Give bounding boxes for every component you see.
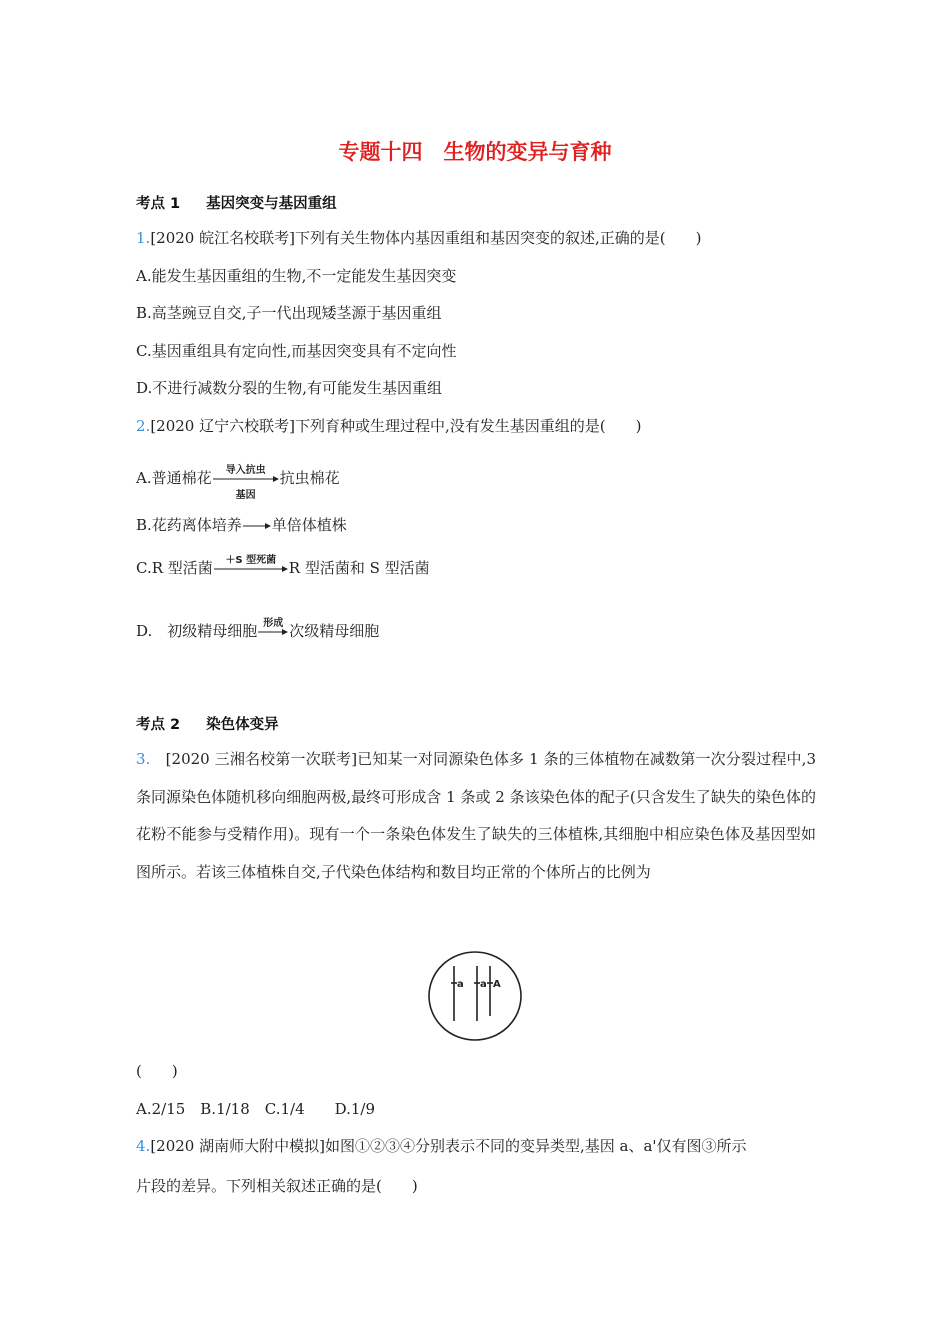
option-text-start: B.花药离体培养 (136, 516, 242, 534)
question-number: 2. (136, 417, 151, 435)
gene-label: a (480, 979, 487, 990)
question-number: 1. (136, 229, 151, 247)
question-2-option-d (136, 618, 380, 641)
question-3-stem (136, 741, 816, 891)
chromosome-cell-figure (427, 950, 523, 1042)
question-3-options: A.2/15 B.1/18 C.1/4 D.1/9 (136, 1100, 376, 1118)
option-text-end: R 型活菌和 S 型活菌 (288, 559, 430, 577)
right-arrow-icon (243, 521, 271, 531)
arrow-top-label: 形成 (263, 618, 284, 629)
reaction-arrow (258, 618, 288, 637)
question-text: [2020 湖南师大附中模拟]如图①②③④分别表示不同的变异类型,基因 a、a'仅有图③所示 (150, 1137, 747, 1155)
gene-label: a (457, 979, 464, 990)
question-2-option-a (136, 465, 340, 501)
section-name: 染色体变异 (206, 717, 279, 733)
section-number: 考点 1 (136, 196, 181, 212)
question-number: 4. (136, 1137, 151, 1155)
question-number: 3. (136, 750, 151, 768)
question-1-option-a: A.能发生基因重组的生物,不一定能发生基因突变 (136, 267, 457, 285)
section-name: 基因突变与基因重组 (206, 196, 337, 212)
question-2-option-b (136, 515, 347, 535)
arrow-bottom-label: 基因 (235, 490, 256, 501)
arrow-top-label: 导入抗虫 (225, 465, 266, 476)
option-text-end: 抗虫棉花 (279, 469, 340, 487)
option-text-start: D. 初级精母细胞 (136, 622, 258, 640)
reaction-arrow (213, 465, 279, 501)
reaction-arrow (214, 555, 288, 574)
section-number: 考点 2 (136, 717, 181, 733)
question-text: [2020 皖江名校联考]下列有关生物体内基因重组和基因突变的叙述,正确的是( ) (150, 229, 702, 247)
question-1-option-d: D.不进行减数分裂的生物,有可能发生基因重组 (136, 379, 443, 397)
question-1-option-c: C.基因重组具有定向性,而基因突变具有不定向性 (136, 342, 457, 360)
gene-label: A (493, 979, 501, 990)
question-text: [2020 三湘名校第一次联考]已知某一对同源染色体多 1 条的三体植物在减数第一次分裂过程中,3 条同源染色体随机移向细胞两极,最终可形成含 1 条或 2 条该染色体的配子(只含发生了缺失的染色体的花粉不能参与受精作用)。现有一个一条染色体发生了缺失的三体植株,其细胞中相应染色体及基因型如图所示。若该三体植株自交,子代染色体结构和数目均正常的个体所占的比例为 (136, 750, 816, 881)
question-4-stem-continued: 片段的差异。下列相关叙述正确的是( ) (136, 1177, 418, 1195)
option-text-end: 次级精母细胞 (289, 622, 380, 640)
option-text-end: 单倍体植株 (271, 516, 347, 534)
option-text-start: A.普通棉花 (136, 469, 212, 487)
reaction-arrow (243, 521, 271, 531)
arrow-top-label: ＋S 型死菌 (225, 555, 277, 566)
question-2-stem (136, 416, 641, 436)
answer-blank: ( ) (136, 1062, 178, 1080)
option-text-start: C.R 型活菌 (136, 559, 213, 577)
question-1-option-b: B.高茎豌豆自交,子一代出现矮茎源于基因重组 (136, 304, 442, 322)
question-2-option-c (136, 555, 430, 578)
question-4-stem (136, 1136, 747, 1156)
section-heading-1 (136, 192, 337, 213)
question-text: [2020 辽宁六校联考]下列育种或生理过程中,没有发生基因重组的是( ) (150, 417, 642, 435)
section-heading-2 (136, 713, 279, 734)
cell-outline (429, 952, 521, 1040)
page-title: 专题十四 生物的变异与育种 (338, 140, 612, 164)
question-1-stem (136, 228, 701, 248)
